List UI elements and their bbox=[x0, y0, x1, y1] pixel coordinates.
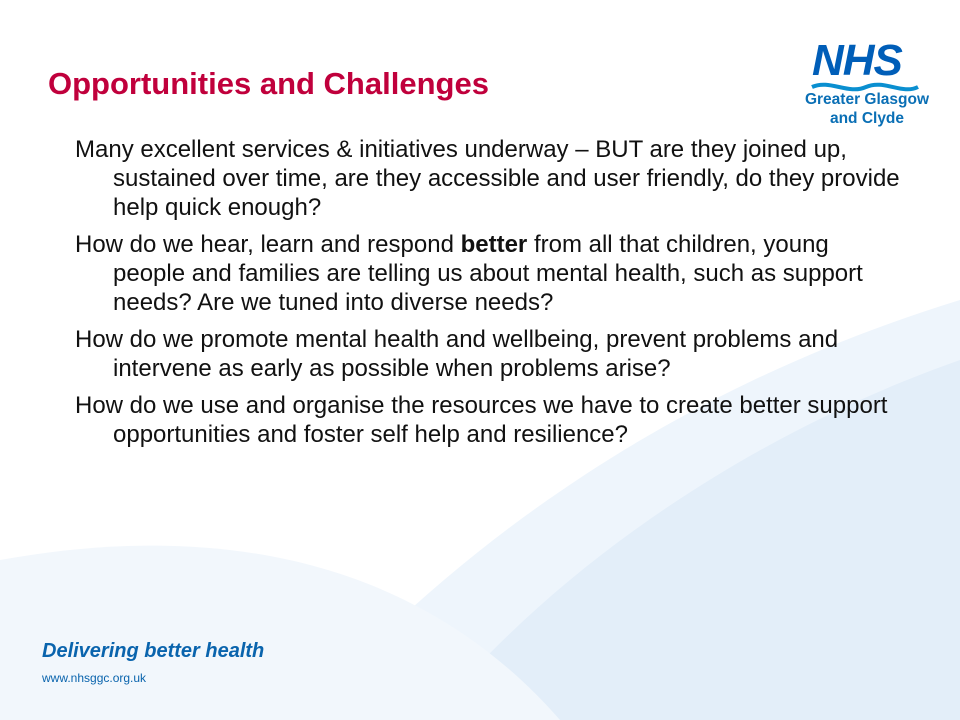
paragraph-4 bbox=[75, 391, 905, 449]
org-line-2: and Clyde bbox=[829, 110, 905, 127]
paragraph-1 bbox=[75, 135, 905, 222]
org-line-1: Greater Glasgow bbox=[804, 91, 930, 108]
slide-title: Opportunities and Challenges bbox=[48, 66, 489, 101]
nhs-logo-text: NHS bbox=[812, 36, 902, 85]
nhs-organisation-name bbox=[792, 90, 942, 128]
footer-url: www.nhsggc.org.uk bbox=[42, 671, 147, 685]
paragraph-3-text: How do we promote mental health and wellbeing, prevent problems and intervene as early as possible when problems arise? bbox=[75, 326, 839, 382]
paragraph-3 bbox=[75, 325, 905, 383]
nhs-wordmark bbox=[812, 36, 912, 85]
paragraph-2-text-start: How do we hear, learn and respond bbox=[75, 231, 461, 258]
paragraph-4-text: How do we use and organise the resources we have to create better support opportunities and foster self help and resilience? bbox=[75, 392, 888, 448]
nhs-logo bbox=[792, 34, 942, 134]
paragraph-1-text: Many excellent services & initiatives underway – BUT are they joined up, sustained over time, are they accessible and user friendly, do they provide help quick enough? bbox=[75, 136, 900, 221]
paragraph-2 bbox=[75, 230, 905, 317]
footer-tagline: Delivering better health bbox=[42, 640, 265, 662]
paragraph-2-text-end: from all that children, young people and families are telling us about mental health, such as support needs? Are we tuned into diverse needs? bbox=[113, 231, 863, 316]
slide-body bbox=[75, 135, 905, 457]
paragraph-2-emphasis: better bbox=[460, 231, 528, 258]
